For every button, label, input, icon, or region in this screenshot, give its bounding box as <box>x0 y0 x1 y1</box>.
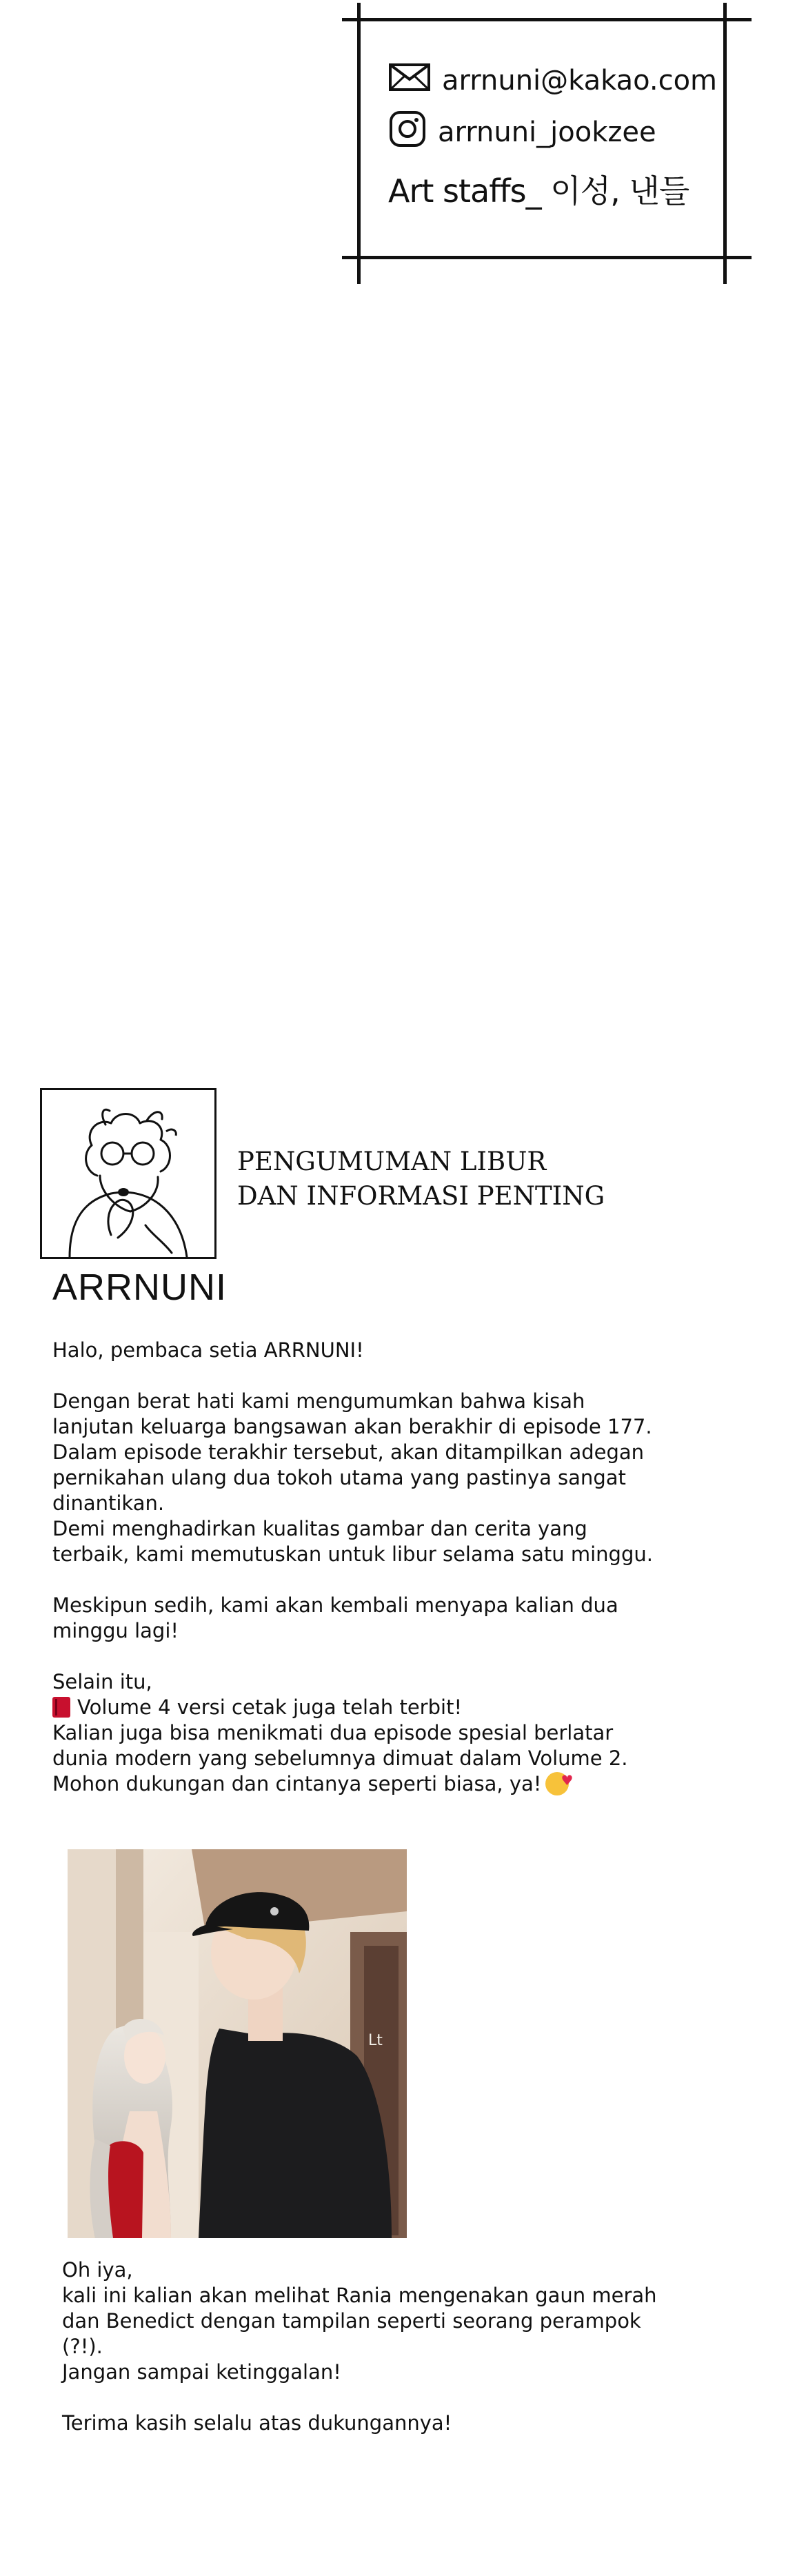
author-avatar <box>40 1088 216 1259</box>
volume-text: Volume 4 versi cetak juga telah terbit! <box>77 1695 463 1719</box>
corner-tick <box>342 256 367 259</box>
instagram-text: arrnuni_jookzee <box>438 117 656 148</box>
body-line: minggu lagi! <box>52 1619 179 1642</box>
announcement-body <box>52 1338 659 1797</box>
email-row <box>388 63 717 99</box>
corner-tick <box>727 256 752 259</box>
smiling-face-with-hearts-icon <box>545 1772 569 1795</box>
greeting: Halo, pembaca setia ARRNUNI! <box>52 1338 364 1362</box>
body-line: Dengan berat hati kami mengumumkan bahwa kisah <box>52 1389 585 1413</box>
corner-tick <box>727 18 752 21</box>
announcement-title-line2: DAN INFORMASI PENTING <box>237 1181 605 1211</box>
closing-text <box>62 2257 669 2436</box>
body-line: Selain itu, <box>52 1670 152 1693</box>
closing-line: kali ini kalian akan melihat Rania mengenakan gaun merah <box>62 2284 657 2307</box>
body-line <box>52 1695 659 1720</box>
instagram-icon <box>388 110 427 155</box>
body-line <box>52 1771 659 1797</box>
announcement-title <box>237 1145 605 1214</box>
corner-tick <box>357 259 361 284</box>
closing-line: dan Benedict dengan tampilan seperti seorang perampok <box>62 2309 641 2333</box>
closing-line: Oh iya, <box>62 2258 133 2282</box>
red-book-icon <box>52 1697 70 1718</box>
author-name: ARRNUNI <box>52 1267 228 1308</box>
episode-preview-illustration <box>68 1849 407 2238</box>
body-line: Meskipun sedih, kami akan kembali menyapa kalian dua <box>52 1593 618 1617</box>
credit-box <box>357 18 727 259</box>
body-line: lanjutan keluarga bangsawan akan berakhir di episode 177. <box>52 1415 652 1438</box>
art-staff-credit: Art staffs_ 이성, 낸들 <box>388 172 689 210</box>
mail-icon <box>388 63 431 99</box>
corner-tick <box>723 3 727 28</box>
body-line: dunia modern yang sebelumnya dimuat dalam Volume 2. <box>52 1747 628 1770</box>
body-line: Dalam episode terakhir tersebut, akan ditampilkan adegan <box>52 1440 645 1464</box>
body-line: pernikahan ulang dua tokoh utama yang pastinya sangat <box>52 1466 626 1489</box>
closing-thanks: Terima kasih selalu atas dukungannya! <box>62 2411 452 2435</box>
closing-line: (?!). <box>62 2335 103 2358</box>
body-line: Demi menghadirkan kualitas gambar dan cerita yang <box>52 1517 587 1540</box>
announcement-title-line1: PENGUMUMAN LIBUR <box>237 1147 547 1176</box>
body-line: dinantikan. <box>52 1491 165 1515</box>
email-text: arrnuni@kakao.com <box>442 65 718 97</box>
support-text: Mohon dukungan dan cintanya seperti biasa, ya! <box>52 1772 542 1795</box>
instagram-row <box>388 110 656 155</box>
body-line: terbaik, kami memutuskan untuk libur selama satu minggu. <box>52 1542 653 1566</box>
sheep-character-drawing <box>42 1090 214 1257</box>
corner-tick <box>357 3 361 28</box>
closing-line: Jangan sampai ketinggalan! <box>62 2360 341 2384</box>
corner-tick <box>342 18 367 21</box>
corner-tick <box>723 259 727 284</box>
body-line: Kalian juga bisa menikmati dua episode spesial berlatar <box>52 1721 614 1744</box>
background-sign-text: Lt <box>368 2032 383 2049</box>
